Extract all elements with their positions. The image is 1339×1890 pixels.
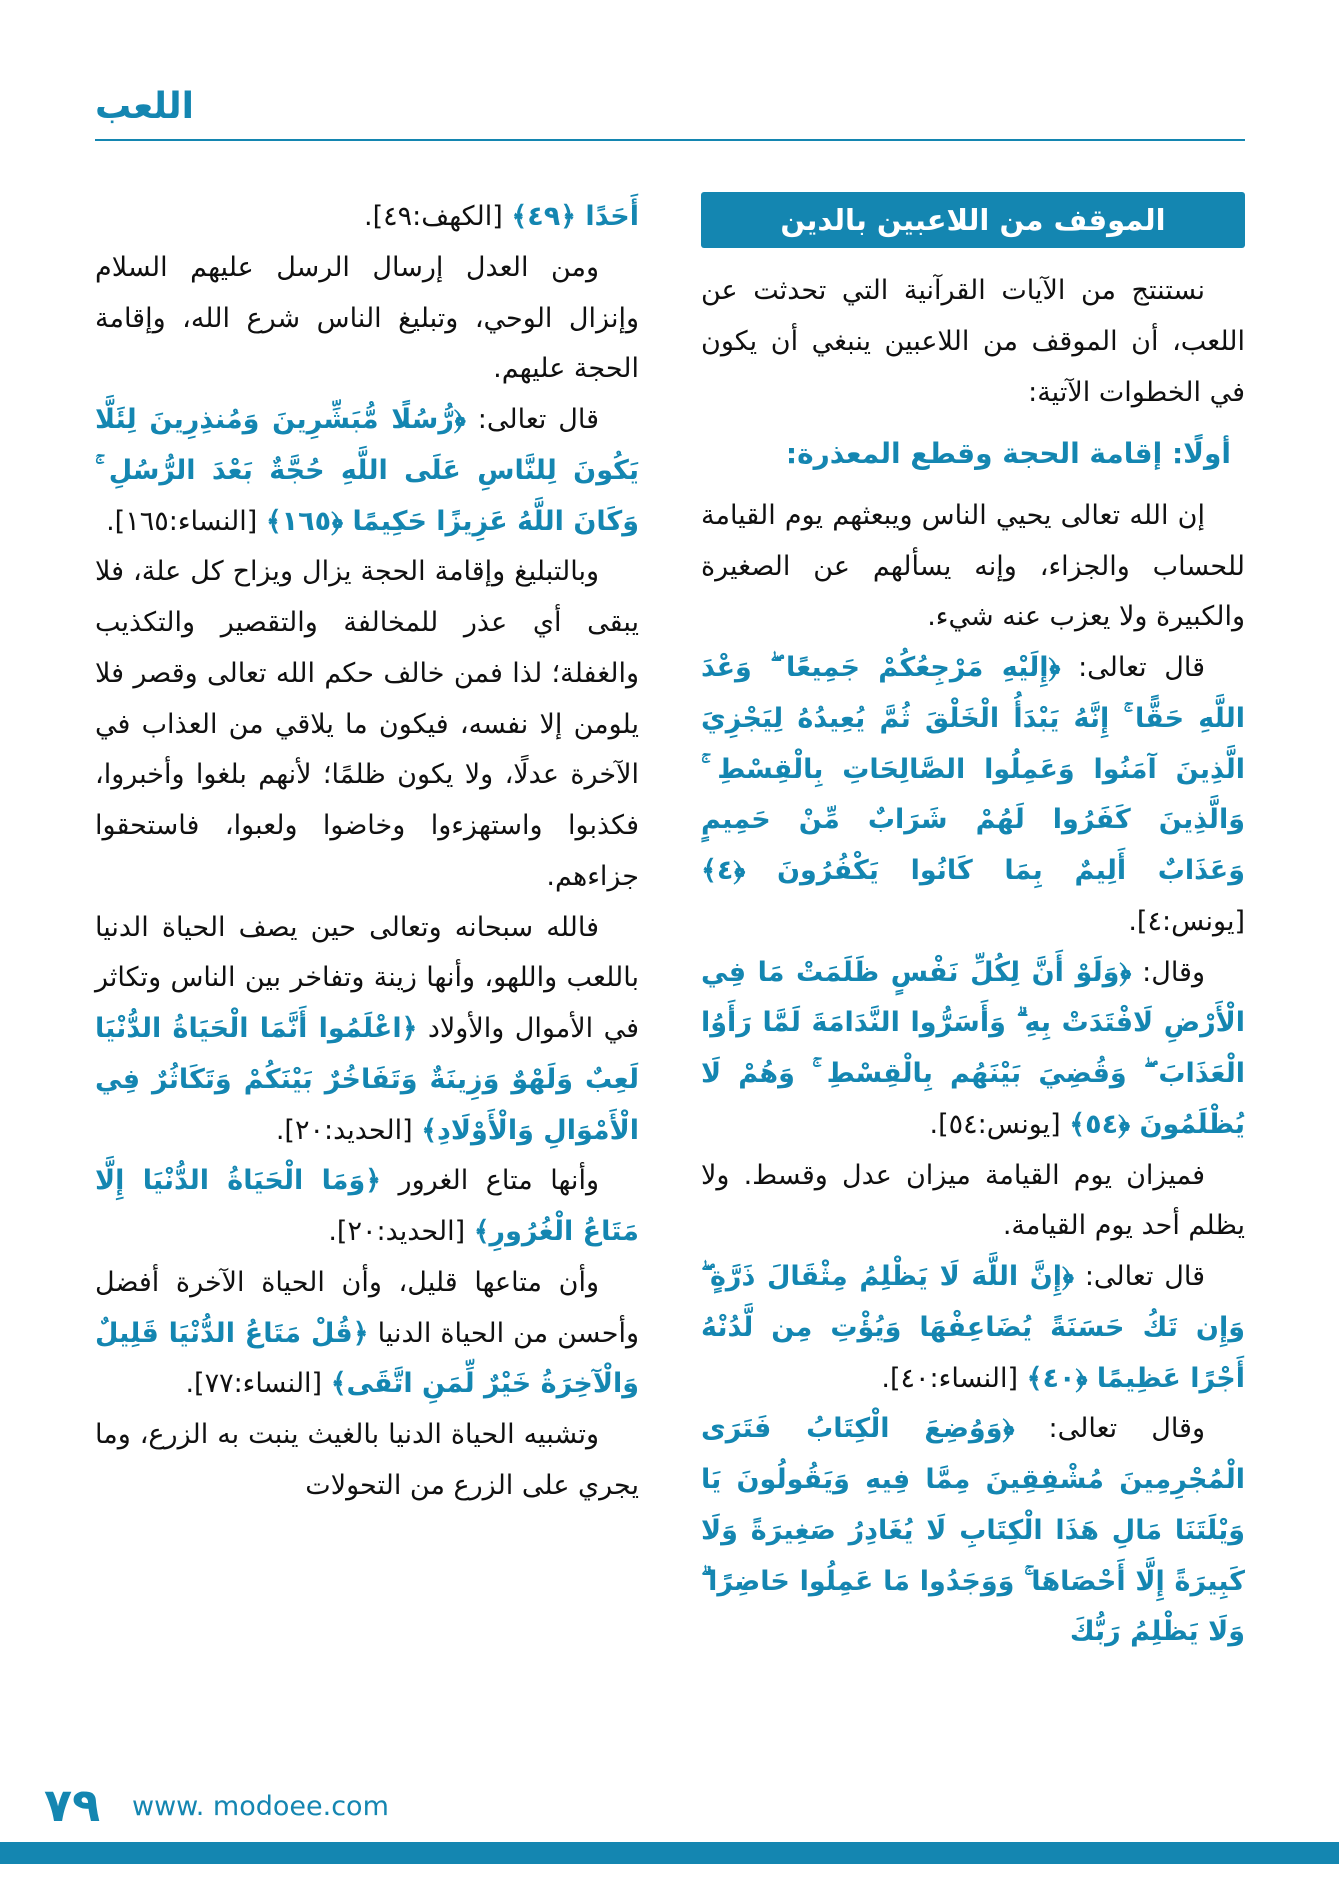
body-text: [النساء:١٦٥]. xyxy=(106,505,266,537)
body-text: وقال: xyxy=(1131,956,1205,988)
paragraph xyxy=(701,1404,1245,1658)
paragraph xyxy=(701,948,1245,1151)
quran-verse: ﴿وَوُضِعَ الْكِتَابُ فَتَرَى الْمُجْرِمِينَ مُشْفِقِينَ مِمَّا فِيهِ وَيَقُولُونَ يَا وَيْلَتَنَا مَالِ هَذَا الْكِتَابِ لَا يُغَادِرُ صَغِيرَةً وَلَا كَبِيرَةً إِلَّا أَحْصَاهَا ۚ وَوَجَدُوا مَا عَمِلُوا حَاضِرًا ۗ وَلَا يَظْلِمُ رَبُّكَ xyxy=(701,1413,1245,1648)
quran-verse: ﴿إِنَّ اللَّهَ لَا يَظْلِمُ مِثْقَالَ ذَرَّةٍ ۖ وَإِن تَكُ حَسَنَةً يُضَاعِفْهَا وَيُؤْتِ مِن لَّدُنْهُ أَجْرًا عَظِيمًا ﴿٤٠﴾ xyxy=(701,1261,1245,1394)
body-text: [النساء:٧٧]. xyxy=(185,1368,331,1400)
body-text: نستنتج من الآيات القرآنية التي تحدثت عن اللعب، أن الموقف من اللاعبين ينبغي أن يكون في الخطوات الآتية: xyxy=(701,275,1245,408)
quran-verse: ﴿إِلَيْهِ مَرْجِعُكُمْ جَمِيعًا ۖ وَعْدَ اللَّهِ حَقًّا ۚ إِنَّهُ يَبْدَأُ الْخَلْقَ ثُمَّ يُعِيدُهُ لِيَجْزِيَ الَّذِينَ آمَنُوا وَعَمِلُوا الصَّالِحَاتِ بِالْقِسْطِ ۚ وَالَّذِينَ كَفَرُوا لَهُمْ شَرَابٌ مِّنْ حَمِيمٍ وَعَذَابٌ أَلِيمٌ بِمَا كَانُوا يَكْفُرُونَ ﴿٤﴾ xyxy=(701,652,1245,887)
footer-url[interactable]: www. modoee.com xyxy=(132,1791,389,1822)
page-header-title: اللعب xyxy=(95,86,194,127)
body-text: قال تعالى: xyxy=(1060,652,1205,684)
quran-verse: ﴿وَلَوْ أَنَّ لِكُلِّ نَفْسٍ ظَلَمَتْ مَا فِي الْأَرْضِ لَافْتَدَتْ بِهِ ۗ وَأَسَرُّوا النَّدَامَةَ لَمَّا رَأَوُا الْعَذَابَ ۖ وَقُضِيَ بَيْنَهُم بِالْقِسْطِ ۚ وَهُمْ لَا يُظْلَمُونَ ﴿٥٤﴾ xyxy=(701,956,1245,1140)
body-text: وقال تعالى: xyxy=(1014,1413,1205,1445)
body-text: وأن متاعها قليل، وأن الحياة الآخرة أفضل وأحسن من الحياة الدنيا xyxy=(95,1266,640,1349)
paragraph xyxy=(701,266,1245,418)
paragraph xyxy=(701,643,1245,948)
body-text: إن الله تعالى يحيي الناس ويبعثهم يوم القيامة للحساب والجزاء، وإنه يسألهم عن الصغيرة والكبيرة ولا يعزب عنه شيء. xyxy=(701,499,1245,633)
paragraph xyxy=(701,1151,1245,1253)
paragraph xyxy=(701,1252,1245,1404)
body-text: ومن العدل إرسال الرسل عليهم السلام وإنزال الوحي، وتبليغ الناس شرع الله، وإقامة الحجة عليهم. xyxy=(95,251,639,385)
body-text: [النساء:٤٠]. xyxy=(881,1362,1027,1394)
quran-verse: ﴿وَمَا الْحَيَاةُ الدُّنْيَا إِلَّا مَتَاعُ الْغُرُورِ﴾ xyxy=(95,1165,639,1247)
section-title-banner xyxy=(701,192,1245,248)
paragraph xyxy=(95,243,639,395)
section-title: الموقف من اللاعبين بالدين xyxy=(780,203,1166,237)
content-columns xyxy=(95,192,1245,1658)
quran-verse: ﴿قُلْ مَتَاعُ الدُّنْيَا قَلِيلٌ وَالْآخِرَةُ خَيْرٌ لِّمَنِ اتَّقَى﴾ xyxy=(95,1317,639,1400)
quran-verse: ﴿رُّسُلًا مُّبَشِّرِينَ وَمُنذِرِينَ لِئَلَّا يَكُونَ لِلنَّاسِ عَلَى اللَّهِ حُجَّةٌ بَعْدَ الرُّسُلِ ۚ وَكَانَ اللَّهُ عَزِيزًا حَكِيمًا ﴿١٦٥﴾ xyxy=(95,404,639,537)
paragraph xyxy=(701,491,1245,643)
footer-bar xyxy=(0,1842,1339,1864)
left-column xyxy=(95,192,639,1512)
paragraph xyxy=(95,547,639,902)
paragraph xyxy=(95,1156,639,1258)
paragraph xyxy=(95,1410,639,1512)
paragraph xyxy=(95,395,639,547)
body-text: [الحديد:٢٠]. xyxy=(328,1216,474,1247)
left-column-paragraphs xyxy=(95,192,639,1512)
body-text: [الحديد:٢٠]. xyxy=(275,1114,422,1146)
body-text: قال تعالى: xyxy=(1074,1261,1205,1293)
body-text: فالله سبحانه وتعالى حين يصف الحياة الدنيا باللعب واللهو، وأنها زينة وتفاخر بين الناس وتكاثر في الأموال والأولاد xyxy=(95,911,639,1044)
body-text: وبالتبليغ وإقامة الحجة يزال ويزاح كل علة، فلا يبقى أي عذر للمخالفة والتقصير والتكذيب والغفلة؛ لذا فمن خالف حكم الله تعالى وقصر فلا يلومن إلا نفسه، فيكون ما يلاقي من العذاب في الآخرة عدلًا، ولا يكون ظلمًا؛ لأنهم بلغوا وأخبروا، فكذبوا واستهزءوا وخاضوا ولعبوا، فاستحقوا جزاءهم. xyxy=(95,556,639,892)
body-text: وأنها متاع الغرور xyxy=(381,1165,599,1197)
paragraph xyxy=(95,192,639,243)
page-header xyxy=(95,86,1245,141)
body-text: [يونس:٤]. xyxy=(1128,905,1245,937)
body-text: وتشبيه الحياة الدنيا بالغيث ينبت به الزرع، وما يجري على الزرع من التحولات xyxy=(95,1419,639,1501)
paragraph xyxy=(95,1258,639,1410)
quran-verse: أولًا: إقامة الحجة وقطع المعذرة: xyxy=(785,437,1231,471)
right-column-paragraphs xyxy=(701,266,1245,1658)
body-text: قال تعالى: xyxy=(465,404,599,435)
subheading xyxy=(701,428,1245,481)
quran-verse: أَحَدًا ﴿٤٩﴾ xyxy=(511,201,639,232)
body-text: فميزان يوم القيامة ميزان عدل وقسط. ولا يظلم أحد يوم القيامة. xyxy=(701,1159,1245,1242)
right-column xyxy=(701,192,1245,1658)
page-number: ٧٩ xyxy=(44,1778,101,1832)
paragraph xyxy=(95,903,639,1157)
body-text: [يونس:٥٤]. xyxy=(929,1108,1070,1140)
quran-verse: ﴿اعْلَمُوا أَنَّمَا الْحَيَاةُ الدُّنْيَا لَعِبٌ وَلَهْوٌ وَزِينَةٌ وَتَفَاخُرٌ بَيْنَكُمْ وَتَكَاثُرٌ فِي الْأَمْوَالِ وَالْأَوْلَادِ﴾ xyxy=(95,1013,639,1146)
body-text: [الكهف:٤٩]. xyxy=(364,201,512,232)
